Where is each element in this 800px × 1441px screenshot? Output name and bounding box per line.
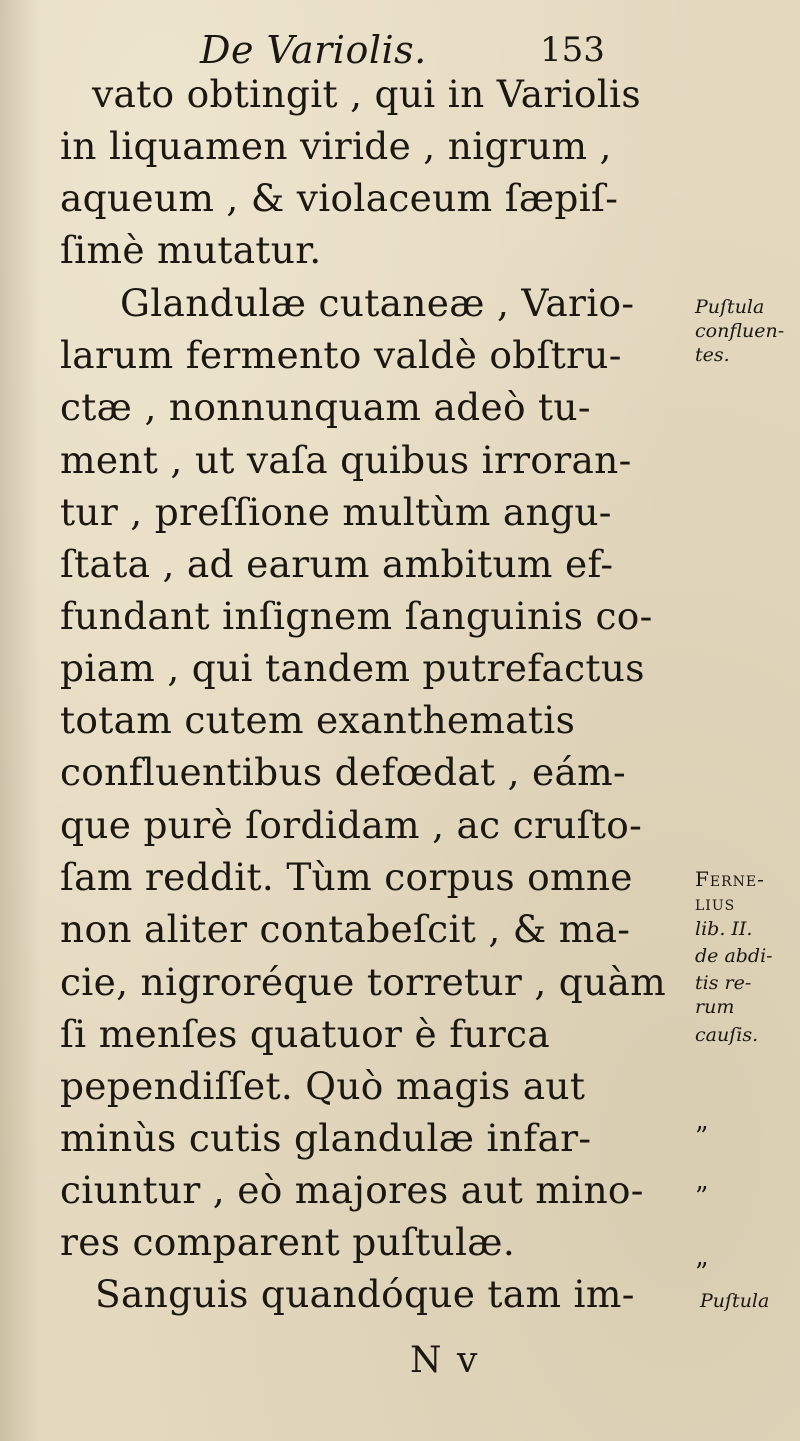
page-edge-shadow <box>0 0 40 1441</box>
running-header <box>0 28 800 72</box>
text-line: ſam reddit. Tùm corpus omne <box>60 855 633 899</box>
text-line: ſi menſes quatuor è furca <box>60 1012 551 1056</box>
text-line: ciuntur , eò majores aut mino- <box>60 1168 644 1212</box>
margin-note: tis re- <box>695 972 752 994</box>
text-line: Sanguis quandóque tam im- <box>95 1272 635 1316</box>
margin-note: Puſtula <box>695 296 765 318</box>
margin-note: lius <box>695 891 736 915</box>
text-line: res comparent puſtulæ. <box>60 1220 516 1264</box>
text-line: ſtata , ad earum ambitum ef- <box>60 542 614 586</box>
margin-note: rum <box>695 996 735 1018</box>
margin-note: confluen- <box>695 320 785 342</box>
text-line: que purè ſordidam , ac cruſto- <box>60 803 643 847</box>
quote-mark: ” <box>695 1182 709 1212</box>
margin-note: lib. II. <box>695 918 753 940</box>
text-line: totam cutem exanthematis <box>60 698 576 742</box>
signature-mark: N v <box>410 1340 480 1381</box>
text-line: confluentibus defœdat , eám- <box>60 750 627 794</box>
margin-note: Ferne- <box>695 867 765 891</box>
text-line: ſimè mutatur. <box>60 228 322 272</box>
quote-mark: ” <box>695 1258 709 1288</box>
margin-note: tes. <box>695 344 730 366</box>
text-line: in liquamen viride , nigrum , <box>60 124 612 168</box>
text-line: minùs cutis glandulæ infar- <box>60 1116 592 1160</box>
text-line: piam , qui tandem putrefactus <box>60 646 645 690</box>
quote-mark: ” <box>695 1122 709 1152</box>
text-line: ctæ , nonnunquam adeò tu- <box>60 385 591 429</box>
text-line: vato obtingit , qui in Variolis <box>92 72 641 116</box>
text-line: aqueum , & violaceum ſæpiſ- <box>60 176 619 220</box>
text-line: cie, nigroréque torretur , quàm <box>60 960 667 1004</box>
text-line: ment , ut vaſa quibus irroran- <box>60 438 632 482</box>
margin-note: Puſtula <box>700 1290 770 1312</box>
text-line: fundant inſignem ſanguinis co- <box>60 594 653 638</box>
text-line: tur , preſſione multùm angu- <box>60 490 612 534</box>
running-title: De Variolis. <box>200 28 427 72</box>
text-line: pependiſſet. Quò magis aut <box>60 1064 586 1108</box>
margin-note: de abdi- <box>695 945 773 967</box>
page-number: 153 <box>540 30 605 70</box>
margin-note: cauſis. <box>695 1024 759 1046</box>
text-line: larum fermento valdè obſtru- <box>60 333 622 377</box>
text-line: non aliter contabeſcit , & ma- <box>60 907 631 951</box>
text-line: Glandulæ cutaneæ , Vario- <box>120 281 635 325</box>
